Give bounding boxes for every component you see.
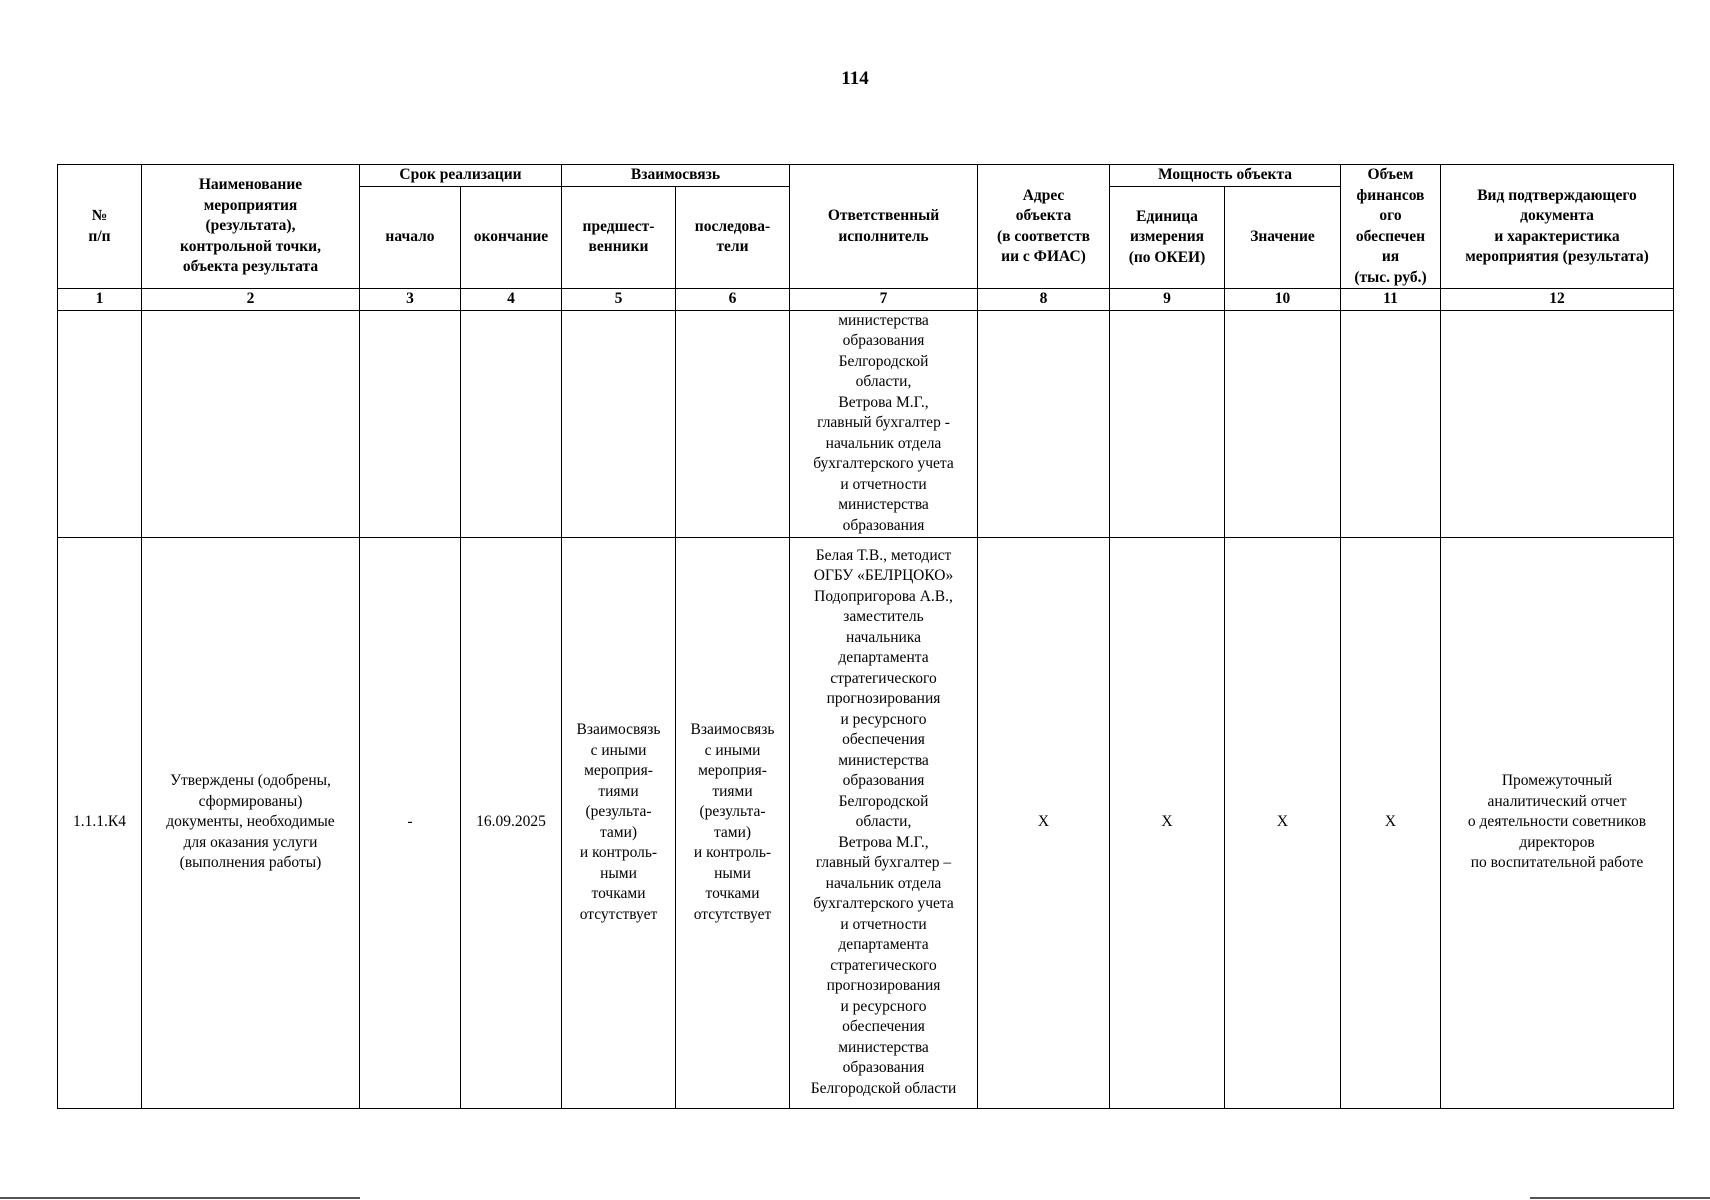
row-address-cell: Х <box>978 537 1110 1108</box>
header-term-group: Срок реализации <box>360 165 562 187</box>
column-number: 3 <box>360 289 461 311</box>
header-address: Адрес объекта (в соответств ии с ФИАС) <box>978 165 1110 289</box>
column-number: 2 <box>142 289 360 311</box>
table-cell <box>1110 310 1225 537</box>
header-predecessors: предшест- венники <box>562 186 676 288</box>
row-successors-cell: Взаимосвязь с иными мероприя- тиями (результа- тами) и контроль- ными точками отсутствует <box>676 537 790 1108</box>
header-value: Значение <box>1225 186 1341 288</box>
column-number: 4 <box>461 289 562 311</box>
row-name-cell: Утверждены (одобрены, сформированы) документы, необходимые для оказания услуги (выполнения работы) <box>142 537 360 1108</box>
table-cell <box>978 310 1110 537</box>
header-successors: последова- тели <box>676 186 790 288</box>
header-executor: Ответственный исполнитель <box>790 165 978 289</box>
header-capacity-group: Мощность объекта <box>1110 165 1341 187</box>
table-cell <box>562 310 676 537</box>
column-number-row <box>58 289 1674 311</box>
column-number: 11 <box>1341 289 1441 311</box>
column-number: 1 <box>58 289 142 311</box>
page-number: 114 <box>841 68 869 89</box>
header-start: начало <box>360 186 461 288</box>
header-link-group: Взаимосвязь <box>562 165 790 187</box>
header-num: № п/п <box>58 165 142 289</box>
header-finance: Объем финансов ого обеспечен ия (тыс. руб.) <box>1341 165 1441 289</box>
header-end: окончание <box>461 186 562 288</box>
header-document: Вид подтверждающего документа и характеристика мероприятия (результата) <box>1441 165 1674 289</box>
column-number: 6 <box>676 289 790 311</box>
table-cell <box>142 310 360 537</box>
plan-table <box>57 164 1674 1109</box>
row-document-cell: Промежуточный аналитический отчет о деятельности советников директоров по воспитательной работе <box>1441 537 1674 1108</box>
continuation-executor-cell: министерства образования Белгородской области, Ветрова М.Г., главный бухгалтер - начальник отдела бухгалтерского учета и отчетности министерства образования <box>790 310 978 537</box>
row-end-cell: 16.09.2025 <box>461 537 562 1108</box>
header-row-1 <box>58 165 1674 187</box>
table-cell <box>58 310 142 537</box>
row-unit-cell: Х <box>1110 537 1225 1108</box>
row-number-cell: 1.1.1.К4 <box>58 537 142 1108</box>
continuation-row <box>58 310 1674 537</box>
header-unit: Единица измерения (по ОКЕИ) <box>1110 186 1225 288</box>
row-start-cell: - <box>360 537 461 1108</box>
column-number: 10 <box>1225 289 1341 311</box>
table-cell <box>676 310 790 537</box>
row-value-cell: Х <box>1225 537 1341 1108</box>
column-number: 9 <box>1110 289 1225 311</box>
column-number: 7 <box>790 289 978 311</box>
column-number: 8 <box>978 289 1110 311</box>
row-predecessors-cell: Взаимосвязь с иными мероприя- тиями (результа- тами) и контроль- ными точками отсутствует <box>562 537 676 1108</box>
table-cell <box>461 310 562 537</box>
table-cell <box>360 310 461 537</box>
column-number: 5 <box>562 289 676 311</box>
scan-edge-line <box>0 1197 360 1199</box>
scan-edge-line <box>1530 1197 1710 1199</box>
table-cell <box>1441 310 1674 537</box>
row-executor-cell: Белая Т.В., методист ОГБУ «БЕЛРЦОКО» Подопригорова А.В., заместитель начальника департамента стратегического прогнозирования и ресурсного обеспечения министерства образования Белгородской области, Ветрова М.Г., главный бухгалтер – начальник отдела бухгалтерского учета и отчетности департамента стратегического прогнозирования и ресурсного обеспечения министерства образования Белгородской области <box>790 537 978 1108</box>
table-cell <box>1341 310 1441 537</box>
header-name: Наименование мероприятия (результата), контрольной точки, объекта результата <box>142 165 360 289</box>
column-number: 12 <box>1441 289 1674 311</box>
table-row <box>58 537 1674 1108</box>
row-finance-cell: Х <box>1341 537 1441 1108</box>
table-cell <box>1225 310 1341 537</box>
